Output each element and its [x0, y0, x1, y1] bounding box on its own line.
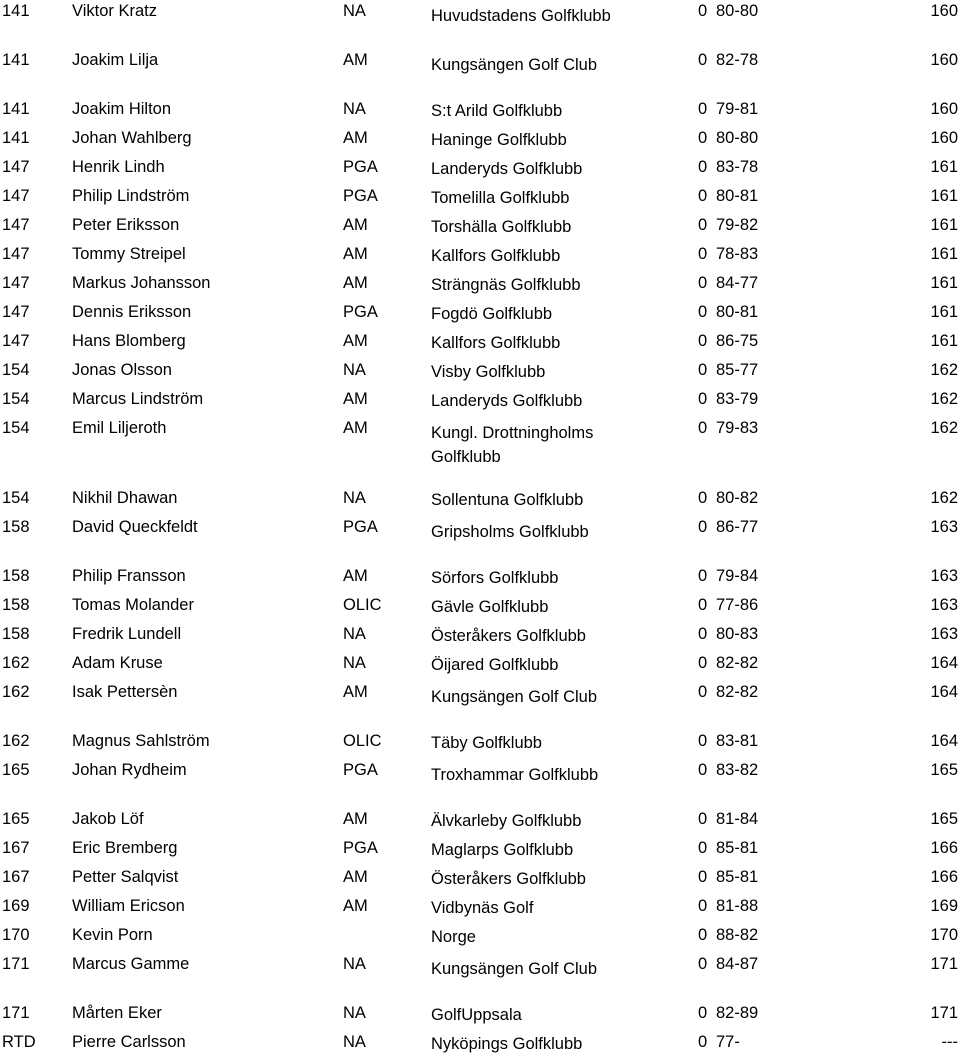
table-row: [0, 681, 960, 730]
round-scores-cell: 80-81: [716, 187, 759, 205]
player-name-cell: Fredrik Lundell: [72, 625, 182, 643]
round-scores-cell: 81-84: [716, 810, 759, 828]
club-cell: Gripsholms Golfklubb: [431, 523, 589, 541]
club-cell: Landeryds Golfklubb: [431, 392, 583, 410]
table-row: [0, 388, 960, 417]
class-cell: AM: [343, 897, 368, 915]
round-scores-cell: 80-83: [716, 625, 759, 643]
zero-cell: 0: [698, 419, 708, 437]
total-score-cell: 164: [930, 732, 958, 750]
player-name-cell: Emil Liljeroth: [72, 419, 167, 437]
class-cell: AM: [343, 567, 368, 585]
round-scores-cell: 80-82: [716, 489, 759, 507]
player-name-cell: Jakob Löf: [72, 810, 144, 828]
club-cell: Gävle Golfklubb: [431, 598, 549, 616]
player-name-cell: David Queckfeldt: [72, 518, 198, 536]
player-name-cell: Joakim Lilja: [72, 51, 159, 69]
round-scores-cell: 83-79: [716, 390, 759, 408]
table-row: [0, 516, 960, 565]
zero-cell: 0: [698, 654, 708, 672]
position-cell: 147: [2, 158, 30, 176]
club-cell: Öijared Golfklubb: [431, 656, 559, 674]
position-cell: 158: [2, 625, 30, 643]
player-name-cell: Tomas Molander: [72, 596, 194, 614]
position-cell: 154: [2, 489, 30, 507]
class-cell: NA: [343, 625, 366, 643]
position-cell: RTD: [2, 1033, 36, 1051]
zero-cell: 0: [698, 761, 708, 779]
total-score-cell: 170: [930, 926, 958, 944]
player-name-cell: Viktor Kratz: [72, 2, 157, 20]
class-cell: PGA: [343, 839, 378, 857]
total-score-cell: 165: [930, 761, 958, 779]
player-name-cell: Kevin Porn: [72, 926, 153, 944]
position-cell: 154: [2, 390, 30, 408]
zero-cell: 0: [698, 303, 708, 321]
player-name-cell: Magnus Sahlström: [72, 732, 210, 750]
position-cell: 158: [2, 596, 30, 614]
position-cell: 141: [2, 2, 30, 20]
class-cell: AM: [343, 332, 368, 350]
table-row: [0, 730, 960, 759]
position-cell: 165: [2, 761, 30, 779]
club-cell: Torshälla Golfklubb: [431, 218, 572, 236]
total-score-cell: 163: [930, 567, 958, 585]
class-cell: AM: [343, 129, 368, 147]
round-scores-cell: 83-81: [716, 732, 759, 750]
total-score-cell: 161: [930, 158, 958, 176]
club-cell: Vidbynäs Golf: [431, 899, 534, 917]
zero-cell: 0: [698, 361, 708, 379]
zero-cell: 0: [698, 187, 708, 205]
total-score-cell: 163: [930, 596, 958, 614]
zero-cell: 0: [698, 897, 708, 915]
class-cell: AM: [343, 868, 368, 886]
club-cell: Fogdö Golfklubb: [431, 305, 553, 323]
position-cell: 147: [2, 216, 30, 234]
table-row: [0, 156, 960, 185]
round-scores-cell: 78-83: [716, 245, 759, 263]
round-scores-cell: 80-80: [716, 2, 759, 20]
zero-cell: 0: [698, 955, 708, 973]
total-score-cell: 160: [930, 2, 958, 20]
table-row: [0, 759, 960, 808]
total-score-cell: 171: [930, 955, 958, 973]
club-cell: S:t Arild Golfklubb: [431, 102, 563, 120]
zero-cell: 0: [698, 489, 708, 507]
club-cell: Nyköpings Golfklubb: [431, 1035, 583, 1053]
round-scores-cell: 84-77: [716, 274, 759, 292]
position-cell: 171: [2, 1004, 30, 1022]
zero-cell: 0: [698, 274, 708, 292]
zero-cell: 0: [698, 390, 708, 408]
round-scores-cell: 80-81: [716, 303, 759, 321]
total-score-cell: 161: [930, 303, 958, 321]
zero-cell: 0: [698, 683, 708, 701]
total-score-cell: 160: [930, 51, 958, 69]
class-cell: NA: [343, 489, 366, 507]
club-cell: Maglarps Golfklubb: [431, 841, 574, 859]
total-score-cell: 162: [930, 419, 958, 437]
table-row: [0, 895, 960, 924]
club-cell: Troxhammar Golfklubb: [431, 766, 599, 784]
player-name-cell: Peter Eriksson: [72, 216, 180, 234]
player-name-cell: Johan Rydheim: [72, 761, 187, 779]
total-score-cell: 166: [930, 868, 958, 886]
total-score-cell: 160: [930, 129, 958, 147]
player-name-cell: Isak Pettersèn: [72, 683, 178, 701]
round-scores-cell: 79-83: [716, 419, 759, 437]
club-cell: Huvudstadens Golfklubb: [431, 7, 611, 25]
table-row: [0, 1031, 960, 1060]
club-cell: Älvkarleby Golfklubb: [431, 812, 582, 830]
round-scores-cell: 81-88: [716, 897, 759, 915]
round-scores-cell: 85-77: [716, 361, 759, 379]
position-cell: 162: [2, 732, 30, 750]
round-scores-cell: 82-89: [716, 1004, 759, 1022]
total-score-cell: 161: [930, 245, 958, 263]
zero-cell: 0: [698, 926, 708, 944]
club-cell: Sörfors Golfklubb: [431, 569, 559, 587]
player-name-cell: Eric Bremberg: [72, 839, 178, 857]
position-cell: 171: [2, 955, 30, 973]
class-cell: NA: [343, 2, 366, 20]
class-cell: AM: [343, 390, 368, 408]
round-scores-cell: 82-82: [716, 683, 759, 701]
player-name-cell: Mårten Eker: [72, 1004, 162, 1022]
round-scores-cell: 84-87: [716, 955, 759, 973]
table-row: [0, 301, 960, 330]
club-cell: Täby Golfklubb: [431, 734, 542, 752]
table-row: [0, 330, 960, 359]
player-name-cell: Philip Lindström: [72, 187, 190, 205]
table-row: [0, 594, 960, 623]
table-row: [0, 0, 960, 49]
position-cell: 147: [2, 332, 30, 350]
position-cell: 141: [2, 129, 30, 147]
zero-cell: 0: [698, 732, 708, 750]
table-row: [0, 866, 960, 895]
table-row: [0, 652, 960, 681]
table-row: [0, 185, 960, 214]
class-cell: NA: [343, 955, 366, 973]
total-score-cell: 164: [930, 683, 958, 701]
round-scores-cell: 86-75: [716, 332, 759, 350]
round-scores-cell: 85-81: [716, 839, 759, 857]
position-cell: 167: [2, 839, 30, 857]
class-cell: PGA: [343, 158, 378, 176]
position-cell: 141: [2, 100, 30, 118]
round-scores-cell: 77-: [716, 1033, 740, 1051]
zero-cell: 0: [698, 51, 708, 69]
club-cell: Landeryds Golfklubb: [431, 160, 583, 178]
zero-cell: 0: [698, 596, 708, 614]
zero-cell: 0: [698, 332, 708, 350]
table-row: [0, 359, 960, 388]
position-cell: 147: [2, 245, 30, 263]
player-name-cell: Tommy Streipel: [72, 245, 186, 263]
zero-cell: 0: [698, 158, 708, 176]
player-name-cell: Jonas Olsson: [72, 361, 172, 379]
position-cell: 170: [2, 926, 30, 944]
table-row: [0, 1002, 960, 1031]
total-score-cell: 166: [930, 839, 958, 857]
player-name-cell: Joakim Hilton: [72, 100, 172, 118]
table-row: [0, 243, 960, 272]
total-score-cell: ---: [941, 1033, 958, 1051]
zero-cell: 0: [698, 810, 708, 828]
total-score-cell: 162: [930, 390, 958, 408]
class-cell: AM: [343, 274, 368, 292]
club-cell: Kungl. Drottningholms Golfklubb: [431, 424, 594, 466]
class-cell: PGA: [343, 303, 378, 321]
club-cell: Sollentuna Golfklubb: [431, 491, 584, 509]
total-score-cell: 161: [930, 274, 958, 292]
class-cell: PGA: [343, 518, 378, 536]
zero-cell: 0: [698, 1033, 708, 1051]
class-cell: NA: [343, 361, 366, 379]
position-cell: 154: [2, 419, 30, 437]
player-name-cell: Marcus Gamme: [72, 955, 190, 973]
round-scores-cell: 79-82: [716, 216, 759, 234]
player-name-cell: Hans Blomberg: [72, 332, 186, 350]
table-row: [0, 623, 960, 652]
table-row: [0, 272, 960, 301]
zero-cell: 0: [698, 100, 708, 118]
class-cell: OLIC: [343, 596, 382, 614]
zero-cell: 0: [698, 216, 708, 234]
table-row: [0, 127, 960, 156]
position-cell: 165: [2, 810, 30, 828]
round-scores-cell: 86-77: [716, 518, 759, 536]
class-cell: AM: [343, 245, 368, 263]
round-scores-cell: 82-78: [716, 51, 759, 69]
club-cell: GolfUppsala: [431, 1006, 522, 1024]
round-scores-cell: 79-81: [716, 100, 759, 118]
position-cell: 141: [2, 51, 30, 69]
zero-cell: 0: [698, 567, 708, 585]
club-cell: Visby Golfklubb: [431, 363, 546, 381]
round-scores-cell: 83-78: [716, 158, 759, 176]
club-cell: Strängnäs Golfklubb: [431, 276, 581, 294]
zero-cell: 0: [698, 518, 708, 536]
class-cell: AM: [343, 810, 368, 828]
club-cell: Österåkers Golfklubb: [431, 627, 586, 645]
round-scores-cell: 79-84: [716, 567, 759, 585]
position-cell: 147: [2, 303, 30, 321]
round-scores-cell: 83-82: [716, 761, 759, 779]
table-row: [0, 953, 960, 1002]
table-row: [0, 214, 960, 243]
position-cell: 147: [2, 187, 30, 205]
total-score-cell: 171: [930, 1004, 958, 1022]
position-cell: 169: [2, 897, 30, 915]
player-name-cell: Nikhil Dhawan: [72, 489, 178, 507]
table-row: [0, 565, 960, 594]
table-row: [0, 49, 960, 98]
club-cell: Kallfors Golfklubb: [431, 247, 561, 265]
total-score-cell: 162: [930, 361, 958, 379]
total-score-cell: 162: [930, 489, 958, 507]
class-cell: AM: [343, 216, 368, 234]
total-score-cell: 163: [930, 625, 958, 643]
zero-cell: 0: [698, 839, 708, 857]
position-cell: 162: [2, 683, 30, 701]
total-score-cell: 169: [930, 897, 958, 915]
total-score-cell: 161: [930, 187, 958, 205]
player-name-cell: Johan Wahlberg: [72, 129, 192, 147]
total-score-cell: 164: [930, 654, 958, 672]
zero-cell: 0: [698, 2, 708, 20]
zero-cell: 0: [698, 245, 708, 263]
player-name-cell: Markus Johansson: [72, 274, 211, 292]
club-cell: Österåkers Golfklubb: [431, 870, 586, 888]
class-cell: AM: [343, 683, 368, 701]
total-score-cell: 161: [930, 332, 958, 350]
table-row: [0, 837, 960, 866]
club-cell: Norge: [431, 928, 476, 946]
class-cell: NA: [343, 1033, 366, 1051]
round-scores-cell: 88-82: [716, 926, 759, 944]
player-name-cell: Petter Salqvist: [72, 868, 179, 886]
class-cell: PGA: [343, 761, 378, 779]
total-score-cell: 161: [930, 216, 958, 234]
player-name-cell: Dennis Eriksson: [72, 303, 192, 321]
table-row: [0, 487, 960, 516]
club-cell: Kungsängen Golf Club: [431, 688, 598, 706]
club-cell: Kungsängen Golf Club: [431, 56, 598, 74]
class-cell: NA: [343, 1004, 366, 1022]
class-cell: NA: [343, 654, 366, 672]
class-cell: NA: [343, 100, 366, 118]
position-cell: 162: [2, 654, 30, 672]
class-cell: AM: [343, 51, 368, 69]
club-cell: Kungsängen Golf Club: [431, 960, 598, 978]
zero-cell: 0: [698, 625, 708, 643]
round-scores-cell: 80-80: [716, 129, 759, 147]
total-score-cell: 163: [930, 518, 958, 536]
club-cell: Haninge Golfklubb: [431, 131, 567, 149]
zero-cell: 0: [698, 1004, 708, 1022]
round-scores-cell: 85-81: [716, 868, 759, 886]
position-cell: 147: [2, 274, 30, 292]
round-scores-cell: 82-82: [716, 654, 759, 672]
table-row: [0, 98, 960, 127]
club-cell: Kallfors Golfklubb: [431, 334, 561, 352]
player-name-cell: Pierre Carlsson: [72, 1033, 186, 1051]
position-cell: 158: [2, 567, 30, 585]
class-cell: PGA: [343, 187, 378, 205]
player-name-cell: William Ericson: [72, 897, 185, 915]
player-name-cell: Marcus Lindström: [72, 390, 204, 408]
round-scores-cell: 77-86: [716, 596, 759, 614]
zero-cell: 0: [698, 868, 708, 886]
player-name-cell: Henrik Lindh: [72, 158, 165, 176]
table-row: [0, 808, 960, 837]
class-cell: AM: [343, 419, 368, 437]
class-cell: OLIC: [343, 732, 382, 750]
position-cell: 154: [2, 361, 30, 379]
total-score-cell: 160: [930, 100, 958, 118]
player-name-cell: Adam Kruse: [72, 654, 163, 672]
zero-cell: 0: [698, 129, 708, 147]
position-cell: 167: [2, 868, 30, 886]
club-cell: Tomelilla Golfklubb: [431, 189, 570, 207]
table-row: [0, 417, 960, 487]
position-cell: 158: [2, 518, 30, 536]
player-name-cell: Philip Fransson: [72, 567, 186, 585]
table-row: [0, 924, 960, 953]
total-score-cell: 165: [930, 810, 958, 828]
